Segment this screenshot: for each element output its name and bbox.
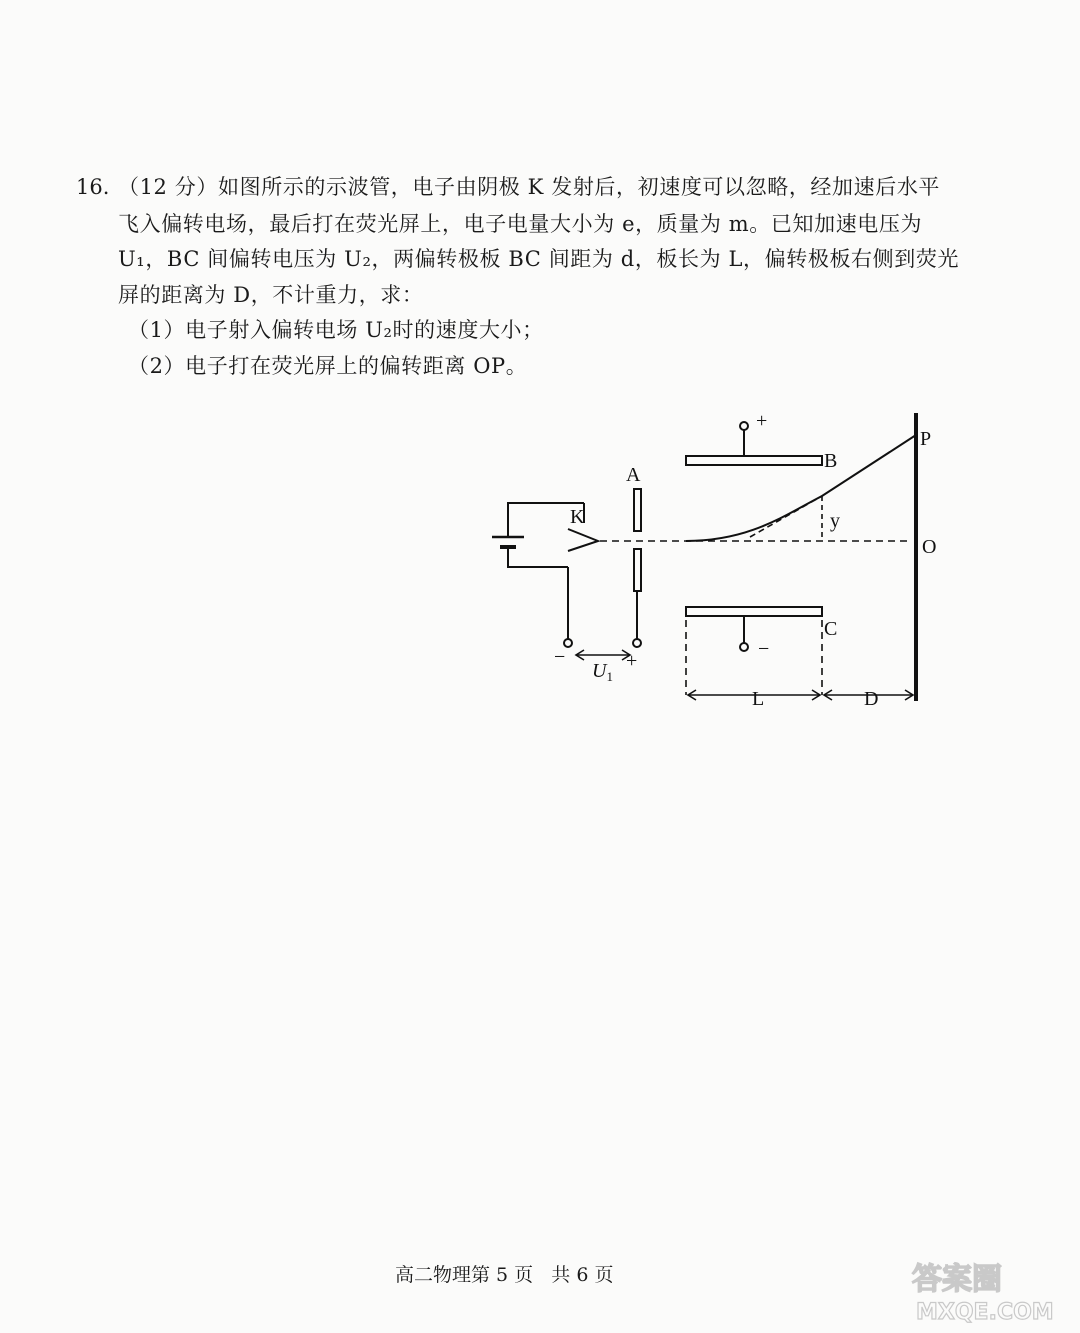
- deflection-plate-c: [686, 607, 822, 616]
- label-minus-bottom: −: [758, 638, 770, 660]
- anode-plate-top: [634, 489, 641, 531]
- subquestion-1: （1）电子射入偏转电场 U₂时的速度大小；: [128, 318, 544, 342]
- terminal-plus-u1: [633, 639, 641, 647]
- label-minus-left: −: [554, 646, 566, 668]
- page-footer: 高二物理第 5 页 共 6 页: [395, 1264, 614, 1286]
- deflection-plate-b: [686, 456, 822, 465]
- watermark-text-1: 答案圈: [912, 1262, 1002, 1297]
- watermark-logo: [902, 1257, 1062, 1327]
- label-plus-right: +: [626, 650, 638, 672]
- question-line-1: （12 分）如图所示的示波管，电子由阴极 K 发射后，初速度可以忽略，经加速后水平: [118, 175, 941, 199]
- oscilloscope-tube-diagram: [480, 405, 960, 715]
- label-c: C: [824, 618, 838, 640]
- anode-plate-bottom: [634, 549, 641, 591]
- watermark-text-2: MXQE.COM: [916, 1300, 1054, 1325]
- label-o: O: [922, 536, 937, 558]
- subquestion-2: （2）电子打在荧光屏上的偏转距离 OP。: [128, 354, 528, 378]
- terminal-plus-b: [740, 422, 748, 430]
- question-line-4: 屏的距离为 D，不计重力，求：: [118, 283, 424, 307]
- question-line-2: 飞入偏转电场，最后打在荧光屏上，电子电量大小为 e，质量为 m。已知加速电压为: [118, 212, 923, 236]
- label-plus-top: +: [756, 410, 768, 432]
- label-a: A: [626, 464, 641, 486]
- tangent-dashed: [750, 496, 822, 537]
- terminal-minus-c: [740, 643, 748, 651]
- label-y: y: [830, 510, 840, 532]
- label-d: D: [864, 688, 879, 710]
- label-u1: $U_1$: [592, 660, 613, 684]
- electron-trajectory: [686, 435, 916, 541]
- question-line-3: U₁，BC 间偏转电压为 U₂，两偏转极板 BC 间距为 d，板长为 L，偏转极板右侧到荧光: [118, 247, 960, 271]
- question-number: 16.: [76, 175, 110, 199]
- label-l: L: [752, 688, 765, 710]
- label-k: K: [570, 506, 585, 528]
- label-p: P: [920, 428, 932, 450]
- label-b: B: [824, 450, 838, 472]
